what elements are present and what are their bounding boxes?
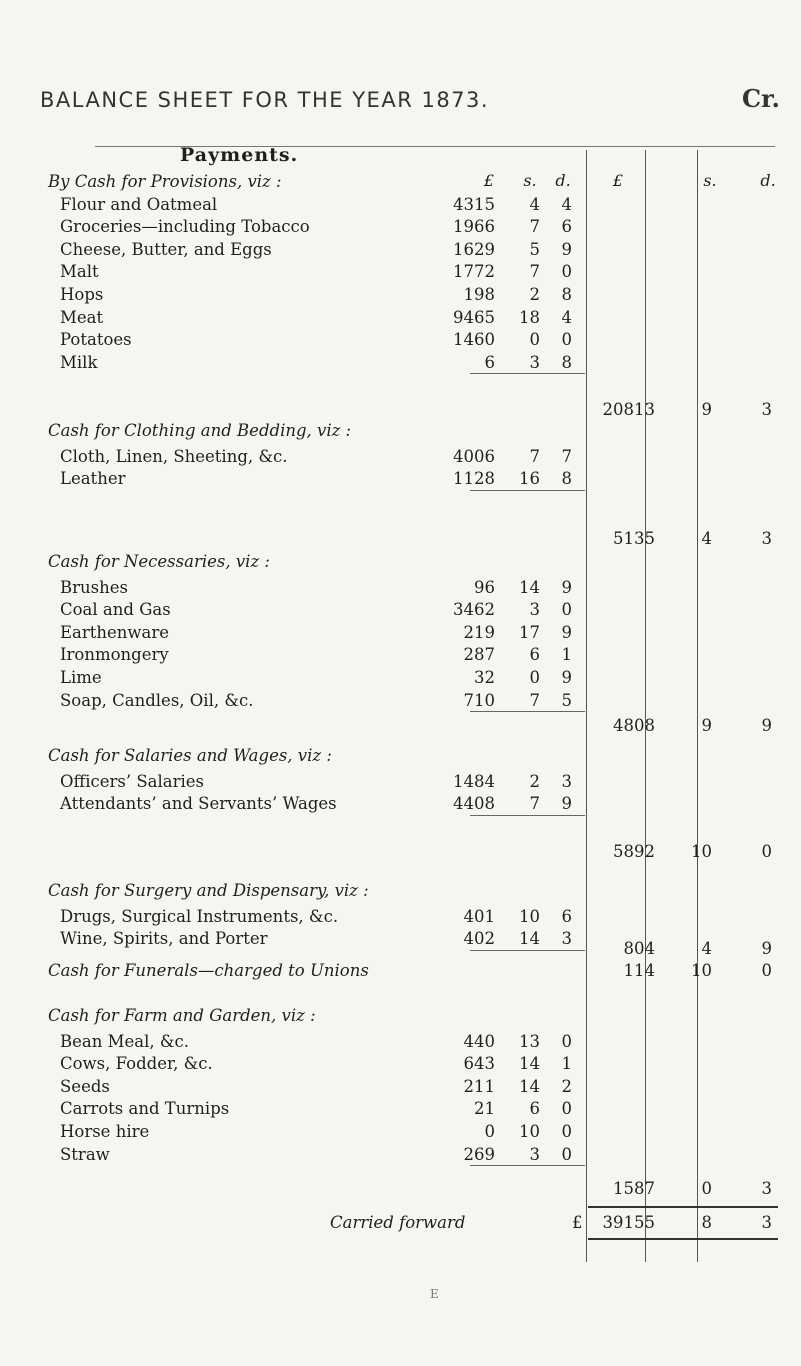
item-shillings: 6 [529,1099,540,1119]
item-pence: 1 [561,645,572,665]
group-total-shillings: 4 [701,529,712,548]
item-label: Drugs, Surgical Instruments, &c. [60,906,339,926]
item-shillings: 16 [519,469,540,489]
group-total-shillings: 4 [701,939,712,958]
item-shillings: 14 [519,1076,540,1096]
page-signature: E [430,1287,439,1301]
item-label: Carrots and Turnips [60,1099,230,1119]
carried-forward-shillings: 8 [701,1213,712,1232]
group-label: Cash for Farm and Garden, viz : [48,1006,316,1025]
item-pence: 9 [561,239,572,259]
item-pence: 0 [561,1031,572,1051]
group-total-shillings: 9 [701,400,712,419]
item-shillings: 14 [519,577,540,597]
subtotal-rule [470,1165,585,1166]
group-total-pence: 0 [761,842,772,861]
group-total-pounds: 5135 [613,529,655,548]
column-rule [645,150,646,1262]
item-pounds: 440 [463,1031,495,1051]
item-shillings: 14 [519,929,540,949]
group-total-pence: 3 [761,400,772,419]
item-pounds: 211 [463,1076,495,1096]
item-pounds: 219 [463,622,495,642]
carried-forward-currency: £ [572,1213,583,1232]
item-pence: 6 [561,906,572,926]
item-shillings: 6 [529,645,540,665]
item-shillings: 3 [529,600,540,620]
item-pence: 6 [561,217,572,237]
item-label: Straw [60,1144,110,1164]
item-label: Potatoes [60,330,132,350]
item-pence: 2 [561,1076,572,1096]
item-pence: 0 [561,1144,572,1164]
item-pounds: 269 [463,1144,495,1164]
item-shillings: 14 [519,1054,540,1074]
item-shillings: 7 [529,262,540,282]
item-pence: 8 [561,352,572,372]
group-total-pounds: 20813 [602,400,655,419]
item-pounds: 4408 [453,794,495,814]
item-shillings: 7 [529,690,540,710]
group-total-pounds: 804 [623,939,655,958]
item-label: Coal and Gas [60,600,171,620]
outer-pence-heading: d. [760,171,776,190]
item-pounds: 21 [474,1099,495,1119]
item-shillings: 7 [529,446,540,466]
item-pounds: 643 [463,1054,495,1074]
item-pounds: 287 [463,645,495,665]
item-label: Attendants’ and Servants’ Wages [60,794,337,814]
item-pounds: 1629 [453,239,495,259]
item-label: Lime [60,668,102,687]
group-total-shillings: 10 [691,961,712,980]
item-label: Meat [60,307,104,327]
item-shillings: 3 [529,352,540,372]
subtotal-rule [470,711,585,712]
group-total-shillings: 9 [701,716,712,735]
inner-shillings-heading: s. [523,171,537,190]
subtotal-rule [470,950,585,951]
item-shillings: 10 [519,906,540,926]
group-total-pounds: 1587 [613,1179,655,1198]
item-pence: 9 [561,794,572,814]
item-pounds: 96 [474,577,495,597]
item-label: Bean Meal, &c. [60,1031,190,1051]
item-pounds: 401 [463,906,495,926]
item-label: Flour and Oatmeal [60,194,218,214]
group-total-pounds: 4808 [613,716,655,735]
item-label: Milk [60,352,98,372]
group-label: Cash for Surgery and Dispensary, viz : [48,881,369,900]
subtotal-rule [470,815,585,816]
item-pence: 0 [561,330,572,350]
item-pounds: 4315 [453,194,495,214]
group-label: Cash for Necessaries, viz : [48,552,270,571]
item-pounds: 710 [463,690,495,710]
group-total-pence: 9 [761,716,772,735]
group-total-shillings: 10 [691,842,712,861]
carried-forward-pence: 3 [761,1213,772,1232]
item-shillings: 7 [529,217,540,237]
outer-shillings-heading: s. [703,171,717,190]
item-pounds: 1772 [453,262,495,282]
outer-pounds-heading: £ [612,171,624,190]
item-pounds: 9465 [453,307,495,327]
item-label: Brushes [60,577,128,597]
group-label: Cash for Funerals—charged to Unions [48,961,369,980]
item-pounds: 402 [463,929,495,949]
credit-mark: Cr. [742,84,780,113]
item-label: Malt [60,262,99,282]
item-pence: 9 [561,668,572,687]
item-pence: 3 [561,929,572,949]
item-pounds: 1484 [453,771,495,791]
item-label: Cheese, Butter, and Eggs [60,239,272,259]
item-shillings: 3 [529,1144,540,1164]
item-pounds: 32 [474,668,495,687]
item-pence: 9 [561,622,572,642]
item-pounds: 1128 [453,469,495,489]
item-shillings: 5 [529,239,540,259]
item-shillings: 4 [529,194,540,214]
item-label: Hops [60,285,104,304]
item-label: Horse hire [60,1122,150,1141]
item-pence: 9 [561,577,572,597]
item-pence: 8 [561,285,572,304]
group-total-pence: 3 [761,1179,772,1198]
item-pence: 0 [561,600,572,620]
item-pounds: 1460 [453,330,495,350]
item-pence: 0 [561,1122,572,1141]
item-label: Ironmongery [60,645,169,665]
item-label: Cows, Fodder, &c. [60,1054,213,1074]
item-label: Cloth, Linen, Sheeting, &c. [60,446,288,466]
group-total-pounds: 114 [623,961,655,980]
item-pounds: 4006 [453,446,495,466]
group-label: Cash for Salaries and Wages, viz : [48,746,332,765]
total-rule [588,1206,778,1208]
item-shillings: 17 [519,622,540,642]
item-pounds: 0 [484,1122,495,1141]
item-shillings: 18 [519,307,540,327]
item-pounds: 3462 [453,600,495,620]
item-pounds: 6 [484,352,495,372]
subtotal-rule [470,373,585,374]
group-label: By Cash for Provisions, viz : [48,172,282,191]
group-total-pounds: 5892 [613,842,655,861]
carried-forward-pounds: 39155 [602,1213,655,1232]
item-pence: 3 [561,771,572,791]
double-rule [588,1238,778,1240]
item-pence: 1 [561,1054,572,1074]
item-label: Groceries—including Tobacco [60,217,310,237]
item-label: Officers’ Salaries [60,771,205,791]
inner-pounds-heading: £ [483,171,494,190]
page-title: BALANCE SHEET FOR THE YEAR 1873. [40,88,490,112]
item-shillings: 2 [529,771,540,791]
item-shillings: 0 [529,668,540,687]
item-label: Leather [60,469,126,489]
item-shillings: 0 [529,330,540,350]
group-label: Cash for Clothing and Bedding, viz : [48,421,352,440]
item-label: Wine, Spirits, and Porter [60,929,268,949]
column-rule [586,150,587,1262]
inner-pence-heading: d. [555,171,571,190]
group-total-shillings: 0 [701,1179,712,1198]
item-label: Soap, Candles, Oil, &c. [60,690,254,710]
carried-forward-label: Carried forward [330,1213,466,1232]
item-shillings: 10 [519,1122,540,1141]
item-pence: 0 [561,262,572,282]
item-pence: 7 [561,446,572,466]
group-total-pence: 9 [761,939,772,958]
group-total-pence: 3 [761,529,772,548]
item-pence: 4 [561,194,572,214]
item-pounds: 1966 [453,217,495,237]
item-shillings: 7 [529,794,540,814]
item-pence: 5 [561,690,572,710]
item-shillings: 2 [529,285,540,304]
item-pence: 4 [561,307,572,327]
item-pence: 0 [561,1099,572,1119]
group-total-pence: 0 [761,961,772,980]
item-label: Earthenware [60,622,170,642]
item-shillings: 13 [519,1031,540,1051]
item-pence: 8 [561,469,572,489]
column-rule [697,150,698,1262]
item-label: Seeds [60,1076,110,1096]
section-title: Payments. [180,144,299,166]
item-pounds: 198 [463,285,495,304]
subtotal-rule [470,490,585,491]
